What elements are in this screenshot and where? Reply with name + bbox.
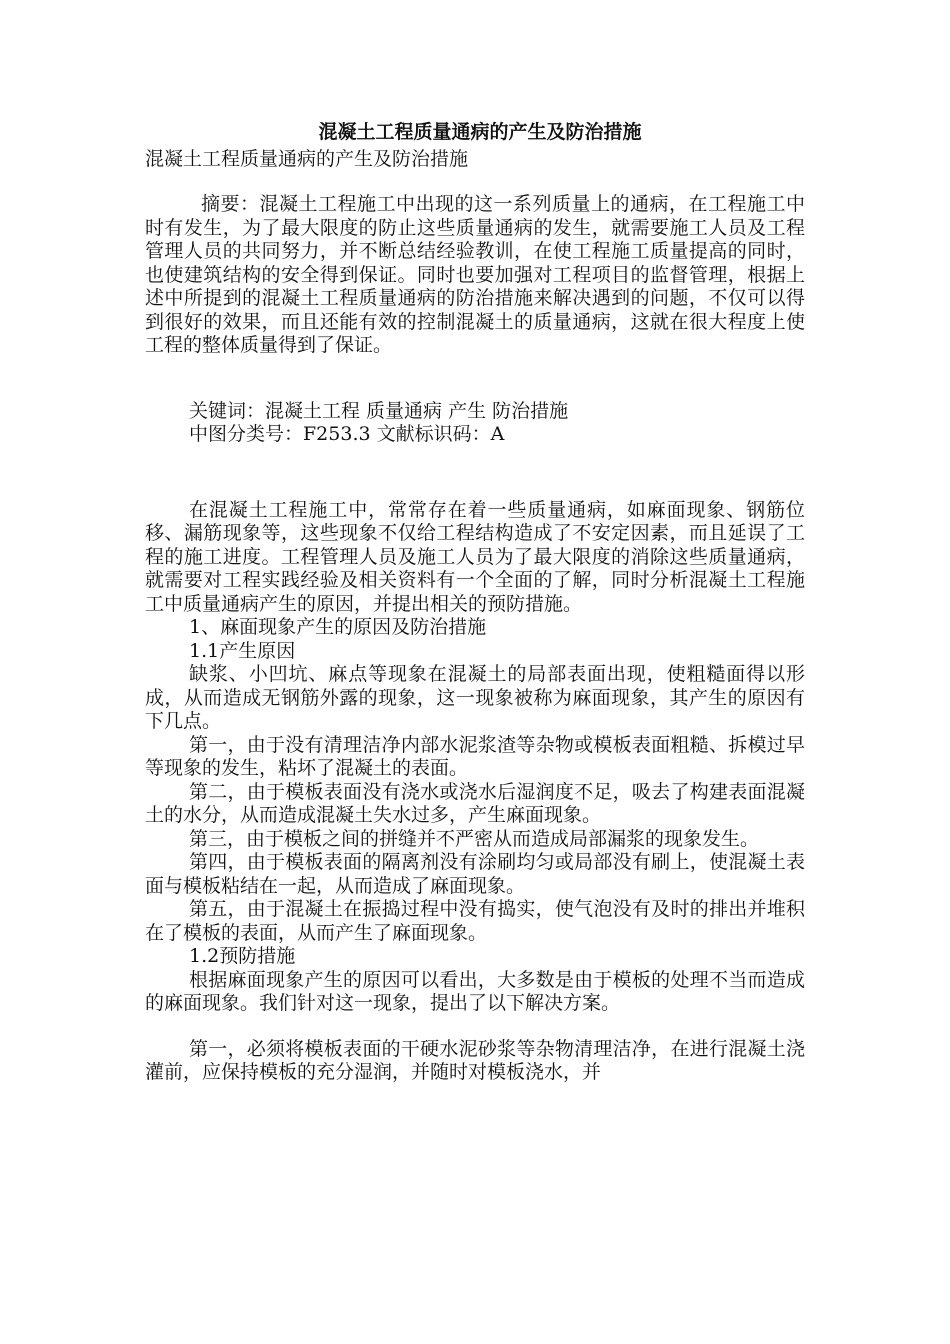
cause-paragraph-3: 第三，由于模板之间的拼缝并不严密从而造成局部漏浆的现象发生。	[189, 827, 760, 850]
cause-paragraph-4: 第四，由于模板表面的隔离剂没有涂刷均匀或局部没有刷上，使混凝土表面与模板粘结在一起，从而造成了麻面现象。	[145, 851, 805, 897]
intro-paragraph: 在混凝土工程施工中，常常存在着一些质量通病，如麻面现象、钢筋位移、漏筋现象等，这些现象不仅给工程结构造成了不安定因素，而且延误了工程的施工进度。工程管理人员及施工人员为了最大限度的消除这些质量通病，就需要对工程实践经验及相关资料有一个全面的了解，同时分析混凝土工程施工中质量通病产生的原因，并提出相关的预防措施。	[145, 498, 805, 615]
subsection-heading-1-2: 1.2预防措施	[189, 945, 296, 967]
document-title: 混凝土工程质量通病的产生及防治措施	[318, 121, 642, 143]
prevention-paragraph-1: 第一，必须将模板表面的干硬水泥砂浆等杂物清理洁净，在进行混凝土浇灌前，应保持模板的充分湿润，并随时对模板浇水，并	[145, 1037, 805, 1083]
subsection-heading-1-1: 1.1产生原因	[189, 639, 296, 662]
cause-paragraph-2: 第二，由于模板表面没有浇水或浇水后湿润度不足，吸去了构建表面混凝土的水分，从而造成混凝土失水过多，产生麻面现象。	[145, 780, 805, 826]
cause-paragraph-1: 第一，由于没有清理洁净内部水泥浆渣等杂物或模板表面粗糙、拆模过早等现象的发生，粘坏了混凝土的表面。	[145, 733, 805, 779]
keywords-line: 关键词：混凝土工程 质量通病 产生 防治措施	[189, 399, 569, 422]
document-subtitle: 混凝土工程质量通病的产生及防治措施	[145, 148, 469, 170]
abstract-paragraph: 摘要：混凝土工程施工中出现的这一系列质量上的通病，在工程施工中时有发生，为了最大限度的防止这些质量通病的发生，就需要施工人员及工程管理人员的共同努力，并不断总结经验教训，在使工程施工质量提高的同时，也使建筑结构的安全得到保证。同时也要加强对工程项目的监督管理，根据上述中所提到的混凝土工程质量通病的防治措施来解决遇到的问题，不仅可以得到很好的效果，而且还能有效的控制混凝土的质量通病，这就在很大程度上使工程的整体质量得到了保证。	[145, 193, 805, 356]
classification-line: 中图分类号：F253.3 文献标识码：A	[189, 423, 505, 445]
cause-intro-paragraph: 缺浆、小凹坑、麻点等现象在混凝土的局部表面出现，使粗糙面得以形成，从而造成无钢筋外露的现象，这一现象被称为麻面现象，其产生的原因有下几点。	[145, 663, 805, 732]
section-heading-1: 1、麻面现象产生的原因及防治措施	[189, 616, 487, 638]
prevention-intro-paragraph: 根据麻面现象产生的原因可以看出，大多数是由于模板的处理不当而造成的麻面现象。我们针对这一现象，提出了以下解决方案。	[145, 968, 805, 1014]
document-page	[145, 118, 805, 1085]
cause-paragraph-5: 第五，由于混凝土在振捣过程中没有捣实，使气泡没有及时的排出并堆积在了模板的表面，从而产生了麻面现象。	[145, 898, 805, 944]
